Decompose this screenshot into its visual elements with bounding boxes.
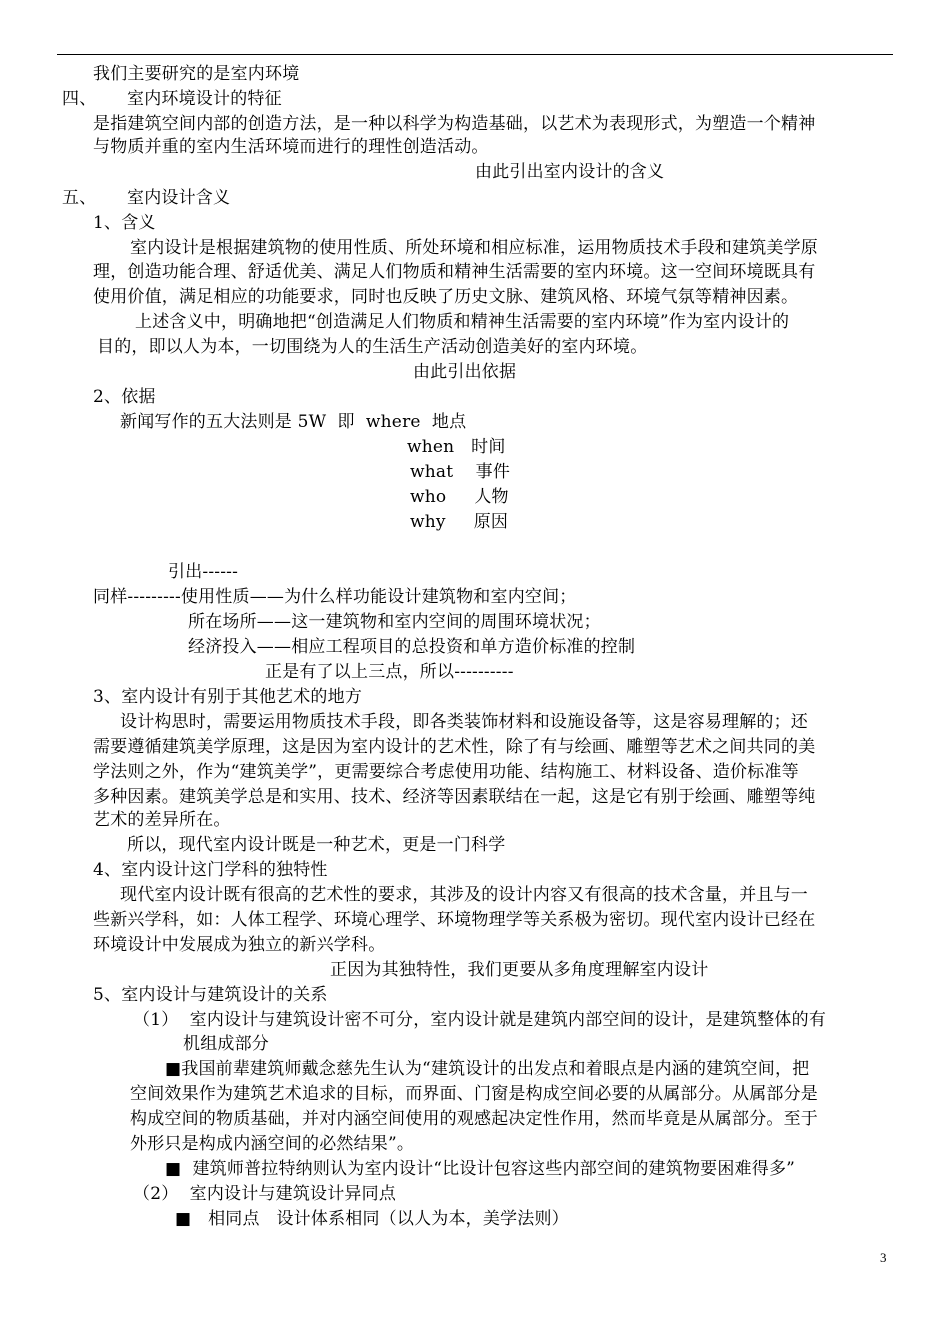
text-line: ■ 建筑师普拉特纳则认为室内设计“比设计包容这些内部空间的建筑物要困难得多” (165, 1159, 796, 1179)
text-line: 由此引出依据 (413, 362, 517, 382)
text-line: 是指建筑空间内部的创造方法，是一种以科学为构造基础，以艺术为表现形式，为塑造一个精神 (93, 114, 816, 134)
text-line: 正是有了以上三点，所以---------- (265, 662, 514, 682)
section-number: 四、 (62, 89, 97, 109)
text-line: 引出------ (168, 562, 239, 582)
text-line: （1） 室内设计与建筑设计密不可分，室内设计就是建筑内部空间的设计，是建筑整体的有 (133, 1010, 827, 1030)
subheading: 4、室内设计这门学科的独特性 (93, 860, 328, 880)
text-line: 外形只是构成内涵空间的必然结果”。 (130, 1134, 415, 1154)
text-line: what 事件 (410, 462, 511, 482)
text-line: 多种因素。建筑美学总是和实用、技术、经济等因素联结在一起，这是它有别于绘画、雕塑等纯 (93, 787, 816, 807)
subheading: 1、含义 (93, 213, 156, 233)
text-line: 设计构思时，需要运用物质技术手段，即各类装饰材料和设施设备等，这是容易理解的；还 (120, 712, 808, 732)
text-line: 机组成部分 (183, 1034, 269, 1054)
subheading: 2、依据 (93, 387, 156, 407)
text-line: 由此引出室内设计的含义 (475, 162, 665, 182)
text-line: 室内设计是根据建筑物的使用性质、所处环境和相应标准，运用物质技术手段和建筑美学原 (130, 238, 818, 258)
text-line: 空间效果作为建筑艺术追求的目标，而界面、门窗是构成空间必要的从属部分。从属部分是 (130, 1084, 818, 1104)
text-line: 艺术的差异所在。 (93, 810, 231, 830)
text-line: 些新兴学科，如：人体工程学、环境心理学、环境物理学等关系极为密切。现代室内设计已经在 (93, 910, 816, 930)
text-line: 环境设计中发展成为独立的新兴学科。 (93, 935, 386, 955)
text-line: 上述含义中，明确地把“创造满足人们物质和精神生活需要的室内环境”作为室内设计的 (135, 312, 790, 332)
text-line: 构成空间的物质基础，并对内涵空间使用的观感起决定性作用，然而毕竟是从属部分。至于 (130, 1109, 818, 1129)
text-line: 同样---------使用性质——为什么样功能设计建筑物和室内空间； (93, 587, 577, 607)
text-line: ■ 相同点 设计体系相同（以人为本，美学法则） (175, 1209, 569, 1229)
header-rule (57, 54, 893, 55)
text-line: why 原因 (410, 512, 509, 532)
text-line: 所以，现代室内设计既是一种艺术，更是一门科学 (127, 835, 506, 855)
page-number: 3 (880, 1250, 887, 1265)
text-line: 使用价值，满足相应的功能要求，同时也反映了历史文脉、建筑风格、环境气氛等精神因素。 (93, 287, 799, 307)
section-heading: 室内设计含义 (127, 188, 231, 208)
text-line: 现代室内设计既有很高的艺术性的要求，其涉及的设计内容又有很高的技术含量，并且与一 (120, 885, 808, 905)
text-line: 目的，即以人为本，一切围绕为人的生活生产活动创造美好的室内环境。 (97, 337, 648, 357)
text-line: 与物质并重的室内生活环境而进行的理性创造活动。 (93, 137, 489, 157)
subheading: 5、室内设计与建筑设计的关系 (93, 985, 328, 1005)
text-line: 学法则之外，作为“建筑美学”，更需要综合考虑使用功能、结构施工、材料设备、造价标准等 (93, 762, 799, 782)
text-line: ■我国前辈建筑师戴念慈先生认为“建筑设计的出发点和着眼点是内涵的建筑空间，把 (165, 1059, 810, 1079)
text-line: （2） 室内设计与建筑设计异同点 (133, 1184, 397, 1204)
text-line: 经济投入——相应工程项目的总投资和单方造价标准的控制 (188, 637, 636, 657)
text-line: when 时间 (407, 437, 506, 457)
section-heading: 室内环境设计的特征 (127, 89, 282, 109)
subheading: 3、室内设计有别于其他艺术的地方 (93, 687, 363, 707)
text-line: 所在场所——这一建筑物和室内空间的周围环境状况； (188, 612, 601, 632)
text-line: 理，创造功能合理、舒适优美、满足人们物质和精神生活需要的室内环境。这一空间环境既具有 (93, 262, 816, 282)
text-line: who 人物 (410, 487, 509, 507)
text-line: 需要遵循建筑美学原理，这是因为室内设计的艺术性，除了有与绘画、雕塑等艺术之间共同的美 (93, 737, 816, 757)
section-number: 五、 (62, 188, 97, 208)
text-line: 新闻写作的五大法则是 5W 即 where 地点 (120, 412, 467, 432)
text-line: 正因为其独特性，我们更要从多角度理解室内设计 (330, 960, 709, 980)
text-line: 我们主要研究的是室内环境 (93, 64, 300, 84)
